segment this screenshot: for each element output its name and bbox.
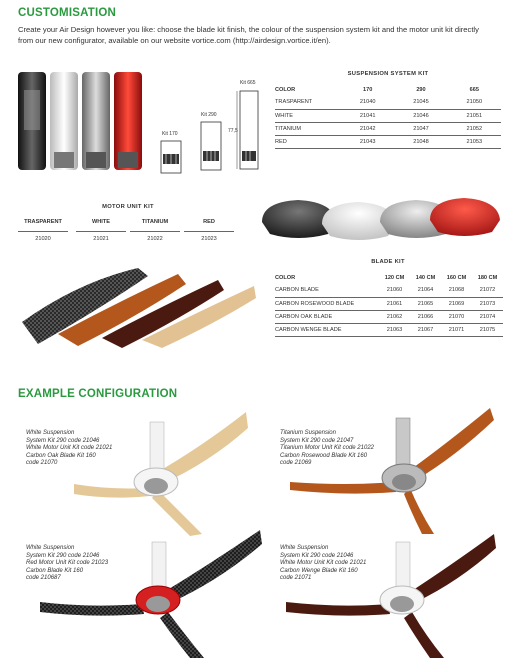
caption-line: White Motor Unit Kit code 21021 [280,560,367,567]
table-cell: 21041 [341,109,394,122]
table-cell: 21069 [441,297,472,310]
example-caption-2 [280,430,374,468]
cylinder-transparent [18,72,46,170]
motor-col-code: 21023 [184,231,234,242]
kit-665-label: Kit 665 [240,80,256,86]
motor-col-white [76,219,126,242]
caption-line: White Suspension [26,430,75,436]
table-row [275,297,503,310]
blades-image [18,262,258,348]
suspension-cylinders-image [16,70,148,172]
table-cell: CARBON OAK BLADE [275,310,379,323]
example-fan-1 [70,408,250,536]
table-row [275,284,503,297]
caption-line: Carbon Oak Blade Kit 160 [26,452,96,459]
caption-line: White Suspension [280,545,329,551]
customisation-title: CUSTOMISATION [18,7,117,19]
caption-line: Carbon Wenge Blade Kit 160 [280,567,358,574]
table-cell: 21045 [394,96,447,109]
table-cell: 21068 [441,284,472,297]
table-cell: WHITE [275,109,341,122]
table-cell: TITANIUM [275,122,341,135]
table-cell: 21043 [341,135,394,148]
example-caption-3 [26,545,108,583]
caption-line: Titanium Suspension [280,430,336,436]
suspension-table [275,83,501,149]
table-cell: 21074 [472,310,503,323]
table-cell: 21071 [441,323,472,336]
motor-col-code: 21022 [130,231,180,242]
cylinder-red [114,72,142,170]
blade-table [275,271,503,337]
table-cell: 21064 [410,284,441,297]
motor-red [430,198,500,236]
table-cell: CARBON ROSEWOOD BLADE [275,297,379,310]
table-cell: RED [275,135,341,148]
caption-line: code 21069 [280,460,312,467]
motor-col-name: TITANIUM [141,219,169,225]
caption-line: Carbon Blade Kit 160 [26,567,84,574]
motor-col-code: 21020 [18,231,68,242]
table-cell: 21046 [394,109,447,122]
caption-line: System Kit 290 code 21046 [26,552,100,559]
cylinder-titanium [82,72,110,170]
table-cell: 21061 [379,297,410,310]
motor-col-name: RED [203,219,215,225]
kit-665-drawing [236,89,260,171]
blade-header-160: 160 CM [446,274,467,281]
table-cell: CARBON BLADE [275,284,379,297]
example-caption-4 [280,545,366,583]
motor-col-transparent [18,219,68,242]
caption-line: System Kit 290 code 21047 [280,437,354,444]
table-row [275,310,503,323]
caption-line: System Kit 290 code 21046 [280,552,354,559]
table-cell: TRASPARENT [275,96,341,109]
kit-170-drawing [160,140,182,174]
example-caption-1 [26,430,112,468]
caption-line: code 21070 [26,460,58,467]
table-row [275,109,501,122]
table-cell: 21067 [410,323,441,336]
caption-line: code 210687 [26,575,61,582]
table-cell: 21060 [379,284,410,297]
customisation-intro: Create your Air Design however you like: choose the blade kit finish, the colour of the suspension system kit and the motor unit kit directly from our new configurator, available on our website vortice.com (http://airdesign.vortice.it/en). [18,25,479,45]
motor-col-titanium [130,219,180,242]
kit-290-label: Kit 290 [201,112,217,118]
kit-290-drawing [200,121,222,171]
motor-title: MOTOR UNIT KIT [102,204,154,210]
caption-line: System Kit 290 code 21046 [26,437,100,444]
table-cell: 21072 [472,284,503,297]
suspension-header-170: 170 [362,86,373,93]
caption-line: code 21071 [280,575,312,582]
blade-header-120: 120 CM [384,274,405,281]
motor-col-red [184,219,234,242]
example-fan-2 [286,404,498,536]
blade-title: BLADE KIT [371,259,405,265]
blade-header-140: 140 CM [415,274,436,281]
motor-col-name: TRASPARENT [24,219,62,225]
table-cell: 21070 [441,310,472,323]
caption-line: Carbon Rosewood Blade Kit 160 [280,452,368,459]
suspension-header-color: COLOR [275,86,296,93]
table-cell: 21047 [394,122,447,135]
motor-col-name: WHITE [91,219,111,225]
kit-170-label: Kit 170 [162,131,178,137]
table-row [275,96,501,109]
suspension-header-290: 290 [416,86,426,93]
blade-header-180: 180 CM [477,274,498,281]
table-cell: 21065 [410,297,441,310]
table-cell: 21075 [472,323,503,336]
table-row [275,323,503,336]
table-cell: 21050 [448,96,501,109]
table-cell: 21053 [448,135,501,148]
table-cell: 21051 [448,109,501,122]
caption-line: White Motor Unit Kit code 21021 [26,445,113,452]
table-cell: 21048 [394,135,447,148]
suspension-header-665: 665 [469,86,479,93]
caption-line: Titanium Motor Unit Kit code 21022 [280,445,374,452]
motor-units-image [258,192,504,244]
example-title: EXAMPLE CONFIGURATION [18,388,178,400]
caption-line: White Suspension [26,545,75,551]
table-row [275,122,501,135]
table-cell: 21052 [448,122,501,135]
table-cell: 21073 [472,297,503,310]
table-cell: 21040 [341,96,394,109]
table-cell: CARBON WENGE BLADE [275,323,379,336]
table-cell: 21063 [379,323,410,336]
caption-line: Red Motor Unit Kit code 21023 [26,560,109,567]
kit-665-dimension: 77,5 [228,128,238,134]
table-cell: 21062 [379,310,410,323]
motor-col-code: 21021 [76,231,126,242]
table-cell: 21042 [341,122,394,135]
blade-header-color: COLOR [275,274,296,281]
table-row [275,135,501,148]
suspension-title: SUSPENSION SYSTEM KIT [347,71,429,77]
table-cell: 21066 [410,310,441,323]
cylinder-white [50,72,78,170]
